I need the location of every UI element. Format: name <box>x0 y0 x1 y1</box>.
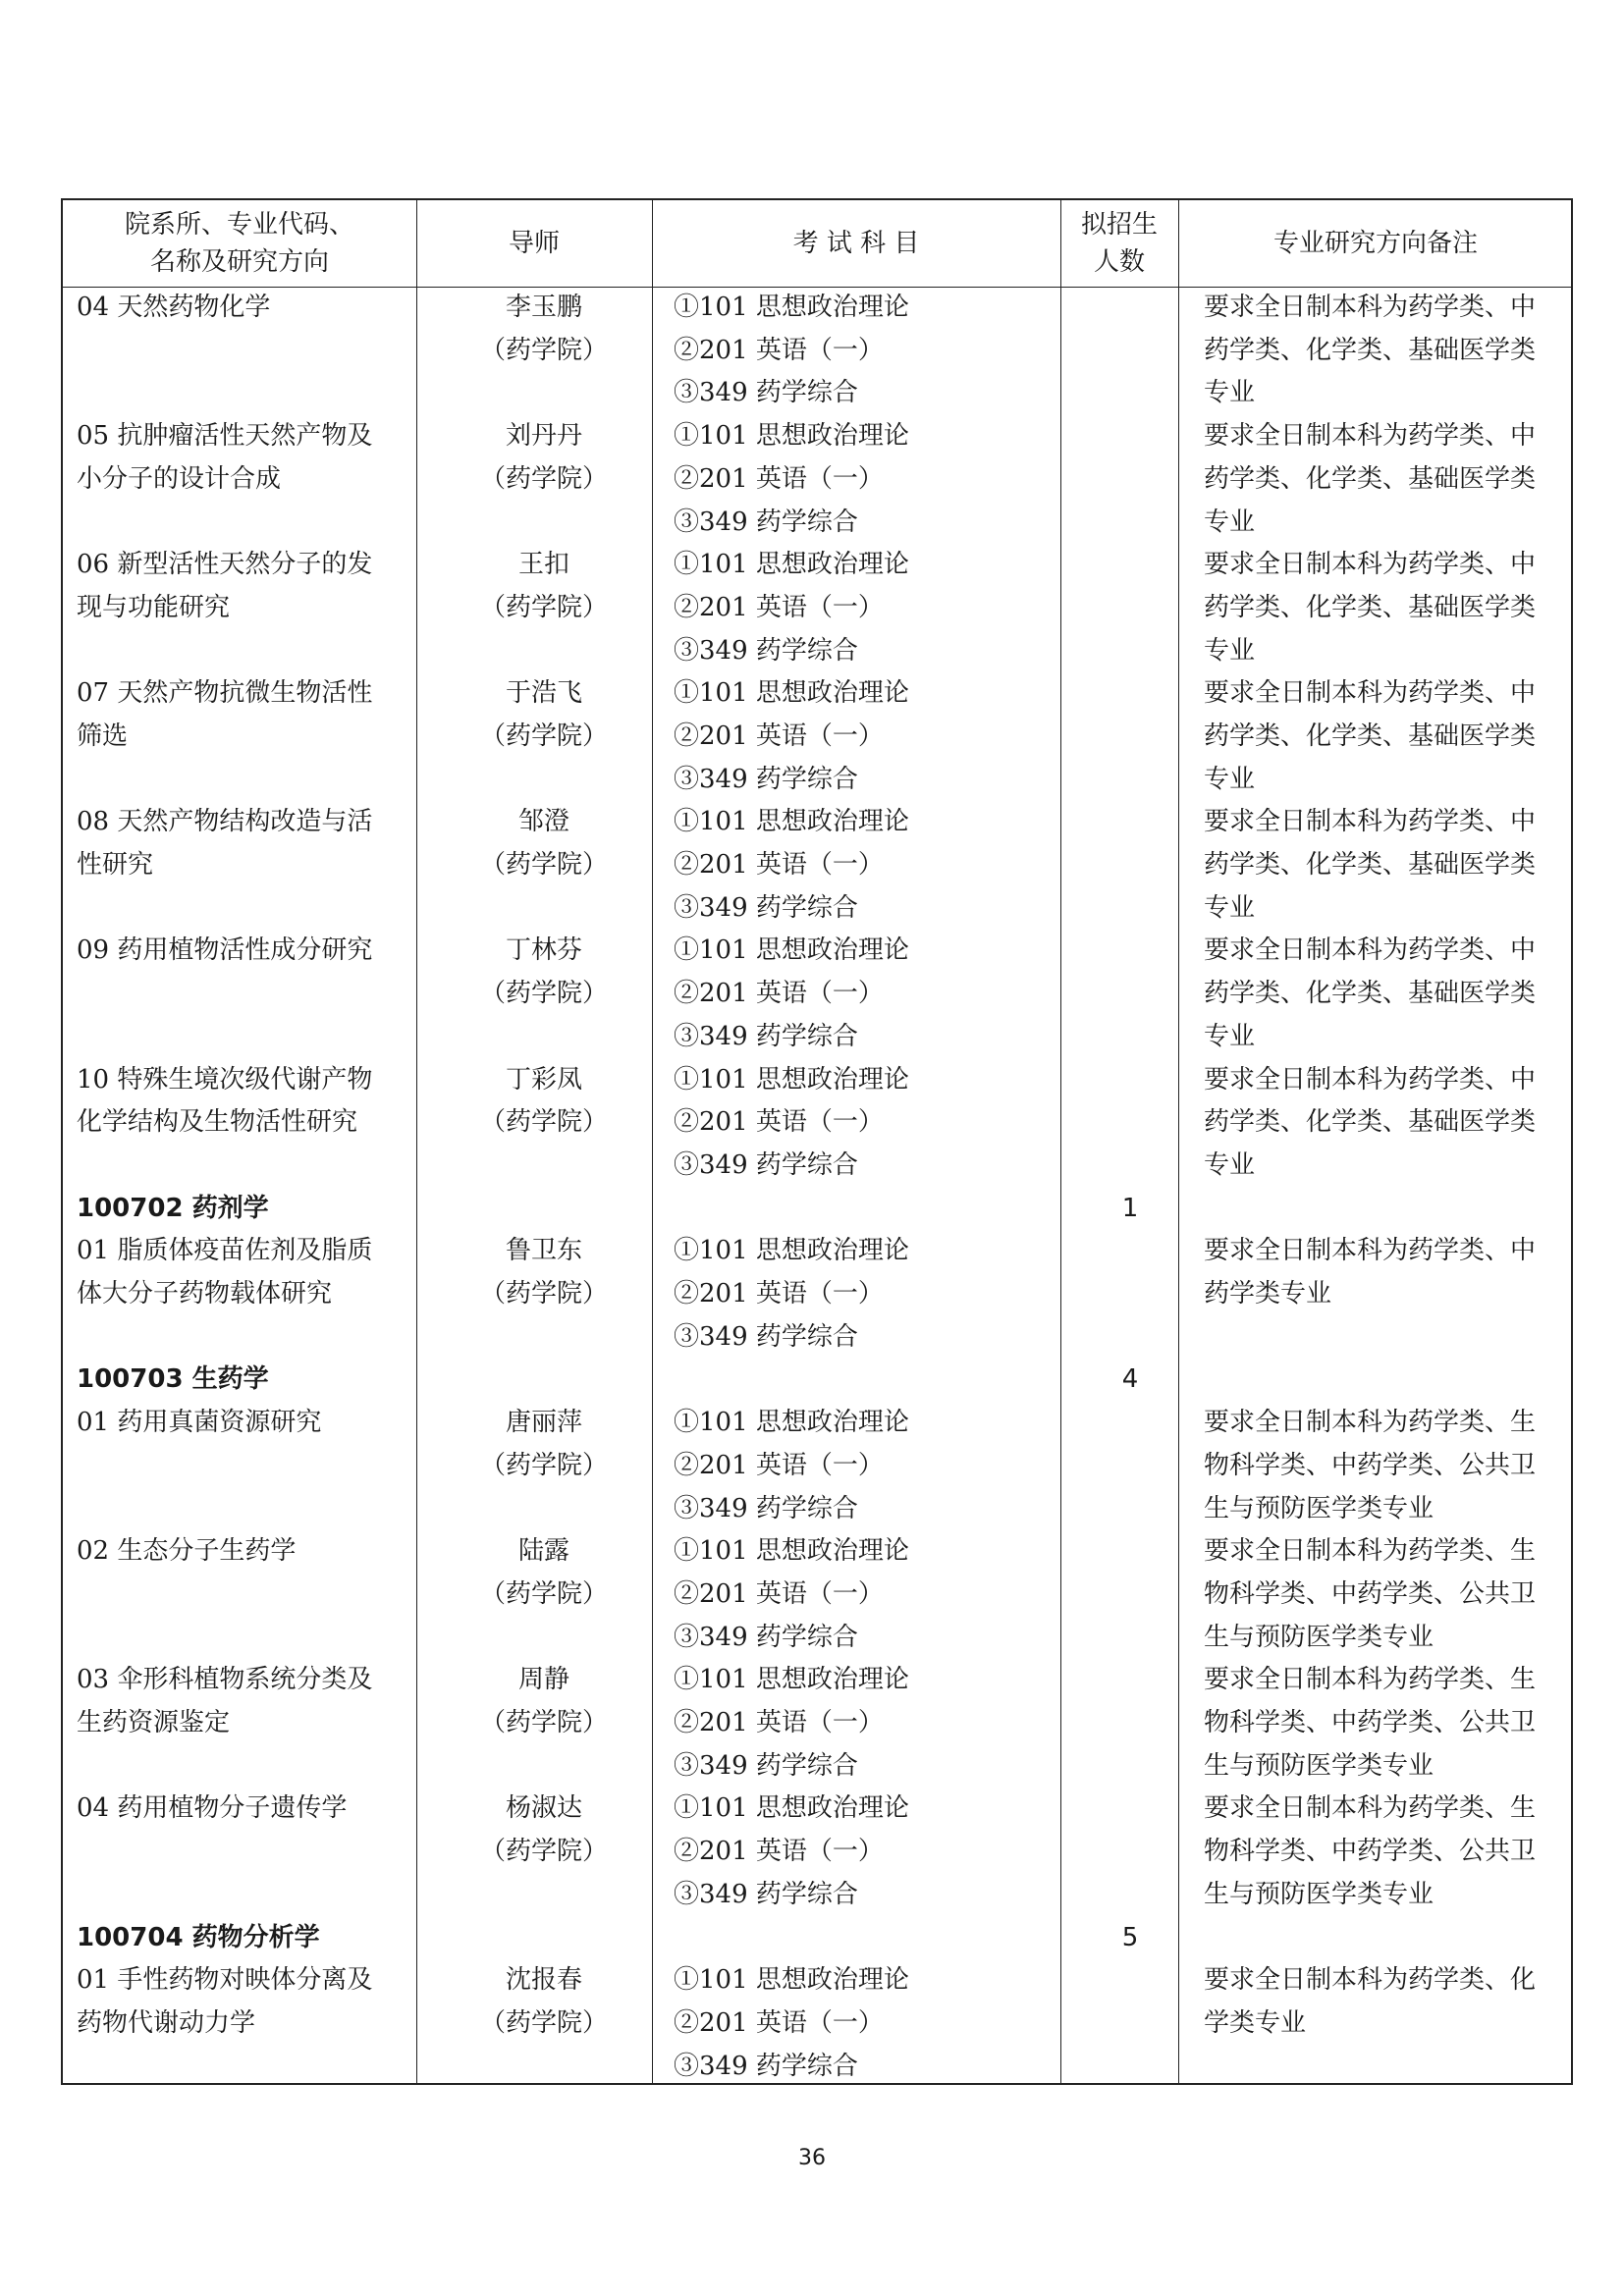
tutor: 周静 （药学院） <box>479 1665 608 1738</box>
remarks: 要求全日制本科为药学类、中 药学类、化学类、基础医学类 专业 <box>1204 293 1537 408</box>
enrollment-table <box>61 198 1573 2085</box>
tutor: 唐丽萍 （药学院） <box>479 1408 608 1480</box>
major-name: 100702 药剂学 <box>77 1193 269 1223</box>
tutor: 刘丹丹 （药学院） <box>479 421 608 494</box>
header-quota: 拟招生 人数 <box>1080 210 1158 277</box>
remarks: 要求全日制本科为药学类、生 物科学类、中药学类、公共卫 生与预防医学类专业 <box>1204 1408 1537 1523</box>
tutor: 杨淑达 （药学院） <box>479 1793 608 1867</box>
tutor: 李玉鹏 （药学院） <box>479 293 608 365</box>
remarks: 要求全日制本科为药学类、中 药学类、化学类、基础医学类 专业 <box>1204 1064 1537 1180</box>
tutor: 沈报春 （药学院） <box>479 1965 608 2038</box>
exam-subjects: ①101 思想政治理论 ②201 英语（一） ③349 药学综合 <box>674 1536 909 1652</box>
research-direction: 03 伞形科植物系统分类及 生药资源鉴定 <box>77 1665 373 1738</box>
research-direction: 09 药用植物活性成分研究 <box>77 935 373 966</box>
research-direction: 01 脂质体疫苗佐剂及脂质 体大分子药物载体研究 <box>77 1236 373 1309</box>
table-row <box>63 930 1571 1058</box>
header-exam-subjects: 考 试 科 目 <box>792 229 920 258</box>
research-direction: 10 特殊生境次级代谢产物 化学结构及生物活性研究 <box>77 1064 373 1138</box>
table-row <box>63 415 1571 544</box>
major-row <box>63 1359 1571 1402</box>
remarks: 要求全日制本科为药学类、生 物科学类、中药学类、公共卫 生与预防医学类专业 <box>1204 1536 1537 1652</box>
exam-subjects: ①101 思想政治理论 ②201 英语（一） ③349 药学综合 <box>674 678 909 794</box>
header-tutor: 导师 <box>508 229 560 258</box>
exam-subjects: ①101 思想政治理论 ②201 英语（一） ③349 药学综合 <box>674 1408 909 1523</box>
header-remarks: 专业研究方向备注 <box>1272 229 1478 258</box>
tutor: 鲁卫东 （药学院） <box>479 1236 608 1309</box>
research-direction: 01 手性药物对映体分离及 药物代谢动力学 <box>77 1965 373 2038</box>
tutor: 邹澄 （药学院） <box>479 807 608 881</box>
table-row <box>63 672 1571 801</box>
tutor: 丁彩凤 （药学院） <box>479 1064 608 1138</box>
research-direction: 06 新型活性天然分子的发 现与功能研究 <box>77 550 373 622</box>
quota-count: 5 <box>1121 1922 1139 1952</box>
exam-subjects: ①101 思想政治理论 ②201 英语（一） ③349 药学综合 <box>674 1665 909 1781</box>
major-name: 100703 生药学 <box>77 1364 269 1395</box>
remarks: 要求全日制本科为药学类、中 药学类、化学类、基础医学类 专业 <box>1204 935 1537 1051</box>
exam-subjects: ①101 思想政治理论 ②201 英语（一） ③349 药学综合 <box>674 1236 909 1352</box>
remarks: 要求全日制本科为药学类、生 物科学类、中药学类、公共卫 生与预防医学类专业 <box>1204 1665 1537 1781</box>
table-row <box>63 1788 1571 1916</box>
major-row <box>63 1917 1571 1960</box>
exam-subjects: ①101 思想政治理论 ②201 英语（一） ③349 药学综合 <box>674 935 909 1051</box>
research-direction: 04 药用植物分子遗传学 <box>77 1793 348 1824</box>
table-header <box>63 200 1571 288</box>
research-direction: 08 天然产物结构改造与活 性研究 <box>77 807 373 881</box>
remarks: 要求全日制本科为药学类、中 药学类、化学类、基础医学类 专业 <box>1204 550 1537 666</box>
tutor: 陆露 （药学院） <box>479 1536 608 1609</box>
remarks: 要求全日制本科为药学类、生 物科学类、中药学类、公共卫 生与预防医学类专业 <box>1204 1793 1537 1909</box>
table-row <box>63 1402 1571 1530</box>
quota-count: 4 <box>1121 1364 1139 1395</box>
remarks: 要求全日制本科为药学类、化 学类专业 <box>1204 1965 1537 2038</box>
exam-subjects: ①101 思想政治理论 ②201 英语（一） ③349 药学综合 <box>674 807 909 923</box>
remarks: 要求全日制本科为药学类、中 药学类、化学类、基础医学类 专业 <box>1204 807 1537 923</box>
remarks: 要求全日制本科为药学类、中 药学类专业 <box>1204 1236 1537 1309</box>
table-row <box>63 1530 1571 1659</box>
remarks: 要求全日制本科为药学类、中 药学类、化学类、基础医学类 专业 <box>1204 678 1537 794</box>
research-direction: 01 药用真菌资源研究 <box>77 1408 322 1438</box>
table-row <box>63 544 1571 672</box>
quota-count: 1 <box>1121 1193 1139 1223</box>
table-row <box>63 1059 1571 1188</box>
table-row <box>63 1230 1571 1359</box>
table-row <box>63 1959 1571 2088</box>
major-row <box>63 1188 1571 1231</box>
tutor: 于浩飞 （药学院） <box>479 678 608 751</box>
research-direction: 04 天然药物化学 <box>77 293 271 322</box>
exam-subjects: ①101 思想政治理论 ②201 英语（一） ③349 药学综合 <box>674 1793 909 1909</box>
table-row <box>63 801 1571 930</box>
major-name: 100704 药物分析学 <box>77 1922 320 1952</box>
exam-subjects: ①101 思想政治理论 ②201 英语（一） ③349 药学综合 <box>674 421 909 537</box>
tutor: 丁林芬 （药学院） <box>479 935 608 1009</box>
exam-subjects: ①101 思想政治理论 ②201 英语（一） ③349 药学综合 <box>674 293 909 408</box>
exam-subjects: ①101 思想政治理论 ②201 英语（一） ③349 药学综合 <box>674 1064 909 1180</box>
table-row <box>63 1659 1571 1788</box>
exam-subjects: ①101 思想政治理论 ②201 英语（一） ③349 药学综合 <box>674 550 909 666</box>
table-row <box>63 287 1571 415</box>
page-number: 36 <box>798 2146 826 2170</box>
header-department: 院系所、专业代码、 名称及研究方向 <box>124 210 354 277</box>
exam-subjects: ①101 思想政治理论 ②201 英语（一） ③349 药学综合 <box>674 1965 909 2081</box>
remarks: 要求全日制本科为药学类、中 药学类、化学类、基础医学类 专业 <box>1204 421 1537 537</box>
research-direction: 02 生态分子生药学 <box>77 1536 297 1567</box>
research-direction: 07 天然产物抗微生物活性 筛选 <box>77 678 373 751</box>
research-direction: 05 抗肿瘤活性天然产物及 小分子的设计合成 <box>77 421 373 494</box>
tutor: 王扣 （药学院） <box>479 550 608 622</box>
